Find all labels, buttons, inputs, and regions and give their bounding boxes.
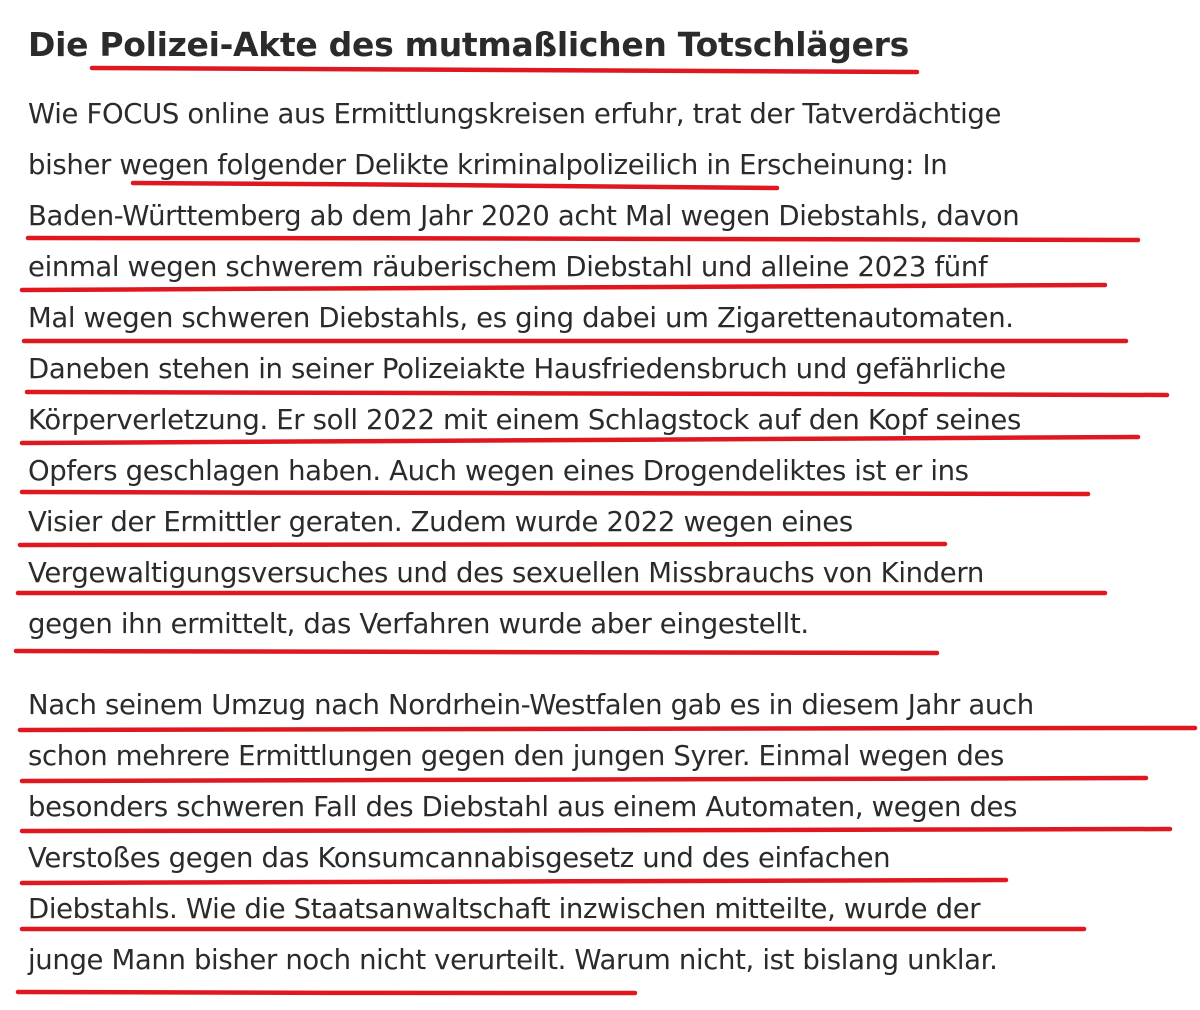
paragraph-line: besonders schweren Fall des Diebstahl aus einem Automaten, wegen des bbox=[28, 791, 1018, 823]
paragraph-line: Opfers geschlagen haben. Auch wegen eines Drogendeliktes ist er ins bbox=[28, 455, 969, 487]
paragraph-line: gegen ihn ermittelt, das Verfahren wurde aber eingestellt. bbox=[28, 608, 809, 640]
paragraph-line: Nach seinem Umzug nach Nordrhein-Westfalen gab es in diesem Jahr auch bbox=[28, 689, 1034, 721]
article-paragraph-2 bbox=[28, 680, 1034, 986]
paragraph-line: junge Mann bisher noch nicht verurteilt. Warum nicht, ist bislang unklar. bbox=[28, 944, 998, 976]
paragraph-line: schon mehrere Ermittlungen gegen den jungen Syrer. Einmal wegen des bbox=[28, 740, 1005, 772]
paragraph-line: Verstoßes gegen das Konsumcannabisgesetz und des einfachen bbox=[28, 842, 891, 874]
paragraph-line: Körperverletzung. Er soll 2022 mit einem Schlagstock auf den Kopf seines bbox=[28, 404, 1021, 436]
article-headline: Die Polizei-Akte des mutmaßlichen Totschlägers bbox=[28, 25, 909, 64]
underline-mark bbox=[16, 651, 937, 653]
paragraph-line: Wie FOCUS online aus Ermittlungskreisen erfuhr, trat der Tatverdächtige bbox=[28, 98, 1002, 130]
paragraph-line: Visier der Ermittler geraten. Zudem wurde 2022 wegen eines bbox=[28, 506, 853, 538]
underline-mark bbox=[92, 68, 917, 72]
paragraph-line: Mal wegen schweren Diebstahls, es ging dabei um Zigarettenautomaten. bbox=[28, 302, 1014, 334]
article-paragraph-1 bbox=[28, 89, 1021, 650]
underline-mark bbox=[18, 992, 635, 993]
paragraph-line: Vergewaltigungsversuches und des sexuellen Missbrauchs von Kindern bbox=[28, 557, 984, 589]
paragraph-line: bisher wegen folgender Delikte kriminalpolizeilich in Erscheinung: In bbox=[28, 149, 948, 181]
paragraph-line: einmal wegen schwerem räuberischem Diebstahl und alleine 2023 fünf bbox=[28, 251, 988, 283]
paragraph-line: Baden-Württemberg ab dem Jahr 2020 acht Mal wegen Diebstahls, davon bbox=[28, 200, 1020, 232]
paragraph-line: Daneben stehen in seiner Polizeiakte Hausfriedensbruch und gefährliche bbox=[28, 353, 1006, 385]
paragraph-line: Diebstahls. Wie die Staatsanwaltschaft inzwischen mitteilte, wurde der bbox=[28, 893, 981, 925]
